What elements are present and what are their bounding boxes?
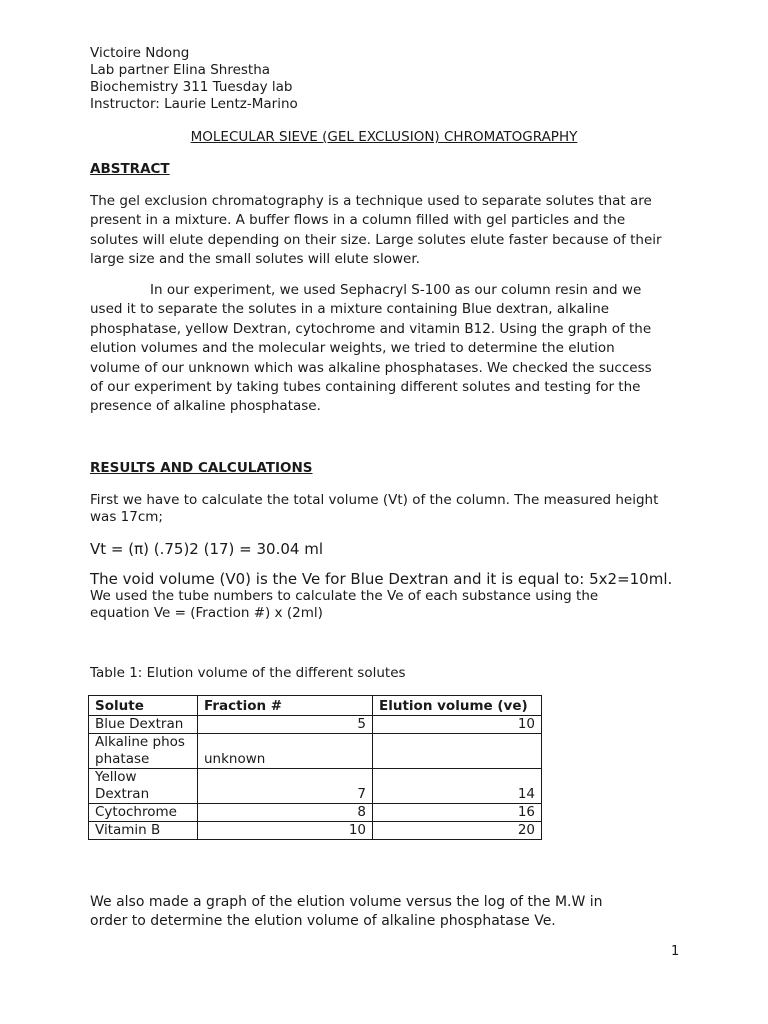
table-row [89, 734, 542, 769]
text-line: large size and the small solutes will elute slower. [90, 251, 420, 268]
lab-partner: Lab partner Elina Shrestha [90, 62, 271, 78]
text-line: In our experiment, we used Sephacryl S-100 as our column resin and we [150, 282, 642, 298]
solute-cell: Alkaline phosphatase [89, 734, 198, 769]
elution-cell: 14 [373, 769, 542, 804]
document-title: MOLECULAR SIEVE (GEL EXCLUSION) CHROMATOGRAPHY [190, 129, 578, 145]
text-line: We also made a graph of the elution volume versus the log of the M.W in [90, 894, 603, 910]
text-line: First we have to calculate the total volume (Vt) of the column. The measured height [90, 492, 659, 508]
text-line: of our experiment by taking tubes containing different solutes and testing for the [90, 379, 641, 396]
text-line: equation Ve = (Fraction #) x (2ml) [90, 605, 323, 621]
fraction-cell: 10 [198, 822, 373, 840]
text-line: present in a mixture. A buffer flows in a column filled with gel particles and the [90, 212, 626, 229]
author-name: Victoire Ndong [90, 45, 190, 61]
abstract-paragraph-2 [90, 281, 690, 417]
results-paragraph-1 [90, 492, 690, 526]
fraction-cell: 5 [198, 716, 373, 734]
text-line: order to determine the elution volume of alkaline phosphatase Ve. [90, 913, 556, 929]
page-number: 1 [671, 944, 680, 959]
column-header: Elution volume (ve) [373, 696, 542, 716]
column-header: Fraction # [198, 696, 373, 716]
table-header-row [89, 696, 542, 716]
text-line: The gel exclusion chromatography is a technique used to separate solutes that are [90, 193, 652, 209]
abstract-heading: ABSTRACT [90, 161, 170, 177]
text-line: phosphatase, yellow Dextran, cytochrome and vitamin B12. Using the graph of the [90, 320, 652, 337]
fraction-cell: 8 [198, 804, 373, 822]
closing-paragraph [90, 893, 690, 931]
table-row [89, 822, 542, 840]
text-line: presence of alkaline phosphatase. [90, 398, 321, 415]
text-line: The void volume (V0) is the Ve for Blue Dextran and it is equal to: 5x2=10ml. [90, 570, 673, 588]
text-line: used it to separate the solutes in a mixture containing Blue dextran, alkaline [90, 301, 610, 318]
course-info: Biochemistry 311 Tuesday lab [90, 79, 293, 95]
text-line: volume of our unknown which was alkaline phosphatases. We checked the success [90, 359, 652, 376]
abstract-paragraph-1 [90, 192, 690, 270]
elution-cell [373, 734, 542, 769]
table-row [89, 769, 542, 804]
fraction-cell: 7 [198, 769, 373, 804]
volume-equation: Vt = (π) (.75)2 (17) = 30.04 ml [90, 540, 324, 558]
elution-table [88, 695, 542, 840]
results-paragraph-2 [90, 571, 690, 622]
text-line: solutes will elute depending on their size. Large solutes elute faster because of their [90, 231, 662, 248]
fraction-cell: unknown [198, 734, 373, 769]
results-heading: RESULTS AND CALCULATIONS [90, 460, 313, 476]
elution-cell: 16 [373, 804, 542, 822]
text-line: was 17cm; [90, 509, 163, 525]
text-line: We used the tube numbers to calculate the Ve of each substance using the [90, 588, 599, 604]
solute-cell: Blue Dextran [89, 716, 198, 734]
column-header: Solute [89, 696, 198, 716]
elution-cell: 10 [373, 716, 542, 734]
solute-cell: Vitamin B [89, 822, 198, 840]
instructor: Instructor: Laurie Lentz-Marino [90, 96, 298, 112]
table-row [89, 716, 542, 734]
elution-cell: 20 [373, 822, 542, 840]
solute-cell: Yellow Dextran [89, 769, 198, 804]
text-line: elution volumes and the molecular weights, we tried to determine the elution [90, 340, 615, 357]
table-row [89, 804, 542, 822]
table-caption: Table 1: Elution volume of the different solutes [90, 665, 406, 681]
solute-cell: Cytochrome [89, 804, 198, 822]
